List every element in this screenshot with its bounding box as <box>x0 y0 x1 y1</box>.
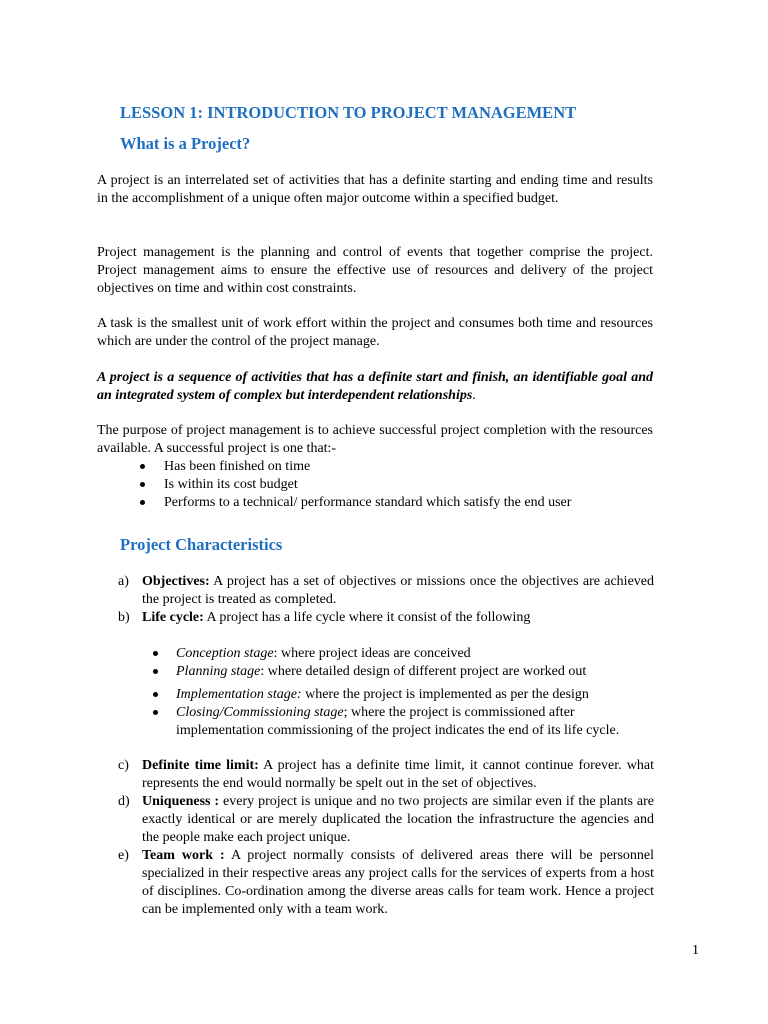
characteristic-uniqueness <box>118 793 654 847</box>
characteristic-time-limit <box>118 757 654 793</box>
characteristic-objectives <box>118 573 654 609</box>
bullet-icon <box>153 651 158 656</box>
stage-text <box>176 686 655 704</box>
bullet-icon <box>140 482 145 487</box>
item-text: A project has a set of objectives or missions once the objectives are achieved the project is treated as completed. <box>142 574 654 607</box>
stage-name: Planning stage <box>176 664 261 679</box>
item-label: e) <box>118 848 129 863</box>
bullet-icon <box>140 500 145 505</box>
characteristic-team-work <box>118 847 654 919</box>
bullet-icon <box>140 464 145 469</box>
item-title: Team work : <box>142 848 225 863</box>
stage-text <box>176 645 655 663</box>
item-body <box>142 757 654 793</box>
stage-description: : where detailed design of different project are worked out <box>260 664 587 679</box>
item-body <box>142 793 654 847</box>
item-label: c) <box>118 758 129 773</box>
list-item <box>153 704 655 740</box>
item-title: Objectives: <box>142 574 210 589</box>
stage-name: Implementation stage: <box>176 687 302 702</box>
paragraph-task-definition: A task is the smallest unit of work effort within the project and consumes both time and resources which are under the control of the project manage. <box>97 316 653 349</box>
page-number: 1 <box>692 943 699 958</box>
stage-text <box>176 663 655 681</box>
bullet-icon <box>153 692 158 697</box>
item-title: Uniqueness : <box>142 794 220 809</box>
emphasis-text: A project is a sequence of activities that has a definite start and finish, an identifiable goal and an integrated system of complex but interdependent relationships <box>97 370 653 403</box>
stage-description: where the project is implemented as per the design <box>301 687 589 702</box>
list-item <box>153 645 655 663</box>
item-label: d) <box>118 794 130 809</box>
bullet-icon <box>153 710 158 715</box>
list-item <box>153 686 655 704</box>
paragraph-project-definition: A project is an interrelated set of activities that has a definite starting and ending time and results in the accomplishment of a unique often major outcome within a specified budget. <box>97 173 653 206</box>
item-body <box>142 847 654 919</box>
paragraph-purpose: The purpose of project management is to achieve successful project completion with the resources available. A successful project is one that:- <box>97 423 653 456</box>
item-title: Life cycle: <box>142 610 204 625</box>
stage-description: : where project ideas are conceived <box>273 646 471 661</box>
paragraph-emphasis <box>97 369 653 405</box>
item-label: a) <box>118 574 129 589</box>
section-heading-what-is-project: What is a Project? <box>120 134 251 153</box>
characteristic-life-cycle <box>118 609 654 627</box>
item-text: A project normally consists of delivered areas there will be personnel specialized in their respective areas any project calls for the services of experts from a host of disciplines. Co-ordination among the diverse areas calls for team work. Hence a project can be implemented only with a team work. <box>142 848 654 917</box>
emphasis-period: . <box>472 388 476 403</box>
bullet-text: Performs to a technical/ performance standard which satisfy the end user <box>164 495 572 510</box>
stage-text <box>176 704 655 740</box>
item-text: every project is unique and no two projects are similar even if the plants are exactly identical or are merely duplicated the location the infrastructure the agencies and the people make each project unique. <box>142 794 654 845</box>
stage-name: Conception stage <box>176 646 274 661</box>
bullet-text: Is within its cost budget <box>164 477 298 492</box>
item-text: A project has a definite time limit, it cannot continue forever. what represents the end would normally be spelt out in the set of objectives. <box>142 758 655 791</box>
item-body <box>142 573 654 609</box>
list-item <box>153 663 655 681</box>
lesson-title: LESSON 1: INTRODUCTION TO PROJECT MANAGEMENT <box>120 103 577 122</box>
stage-description: ; where the project is commissioned after implementation commissioning of the project indicates the end of its life cycle. <box>176 705 620 738</box>
bullet-text: Has been finished on time <box>164 459 311 474</box>
paragraph-project-management: Project management is the planning and control of events that together comprise the project. Project management aims to ensure the effective use of resources and delivery of the project objectives on time and within cost constraints. <box>97 245 653 296</box>
item-label: b) <box>118 610 130 625</box>
item-text: A project has a life cycle where it consist of the following <box>203 610 531 625</box>
bullet-icon <box>153 669 158 674</box>
item-title: Definite time limit: <box>142 758 259 773</box>
item-body <box>142 609 654 627</box>
stage-name: Closing/Commissioning stage <box>176 705 344 720</box>
section-heading-characteristics: Project Characteristics <box>120 535 283 554</box>
